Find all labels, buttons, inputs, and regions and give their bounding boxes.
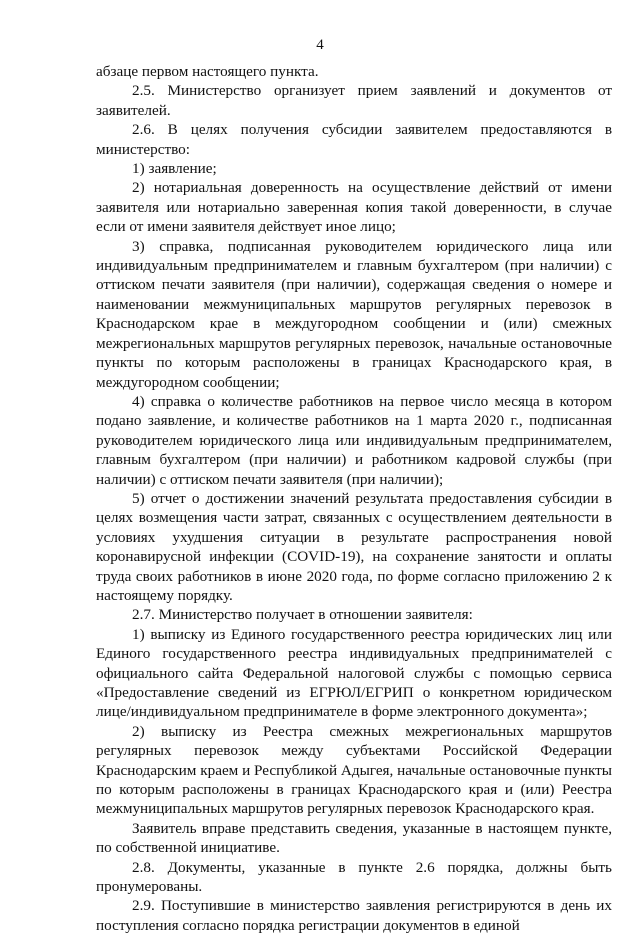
paragraph: 4) справка о количестве работников на первое число месяца в котором подано заявление, и количестве работников на 1 марта 2020 г., подписанная руководителем юридического лица или индивидуальным предпринимателем, главным бухгалтером (при наличии) и работником кадровой службы (при наличии) с оттиском печати заявителя (при наличии);: [96, 392, 612, 488]
paragraph: 2.9. Поступившие в министерство заявления регистрируются в день их поступления согласно порядка регистрации документов в единой: [96, 897, 612, 934]
paragraph: 2.5. Министерство организует прием заявлений и документов от заявителей.: [96, 82, 612, 119]
paragraph: 3) справка, подписанная руководителем юридического лица или индивидуальным предпринимателем и главным бухгалтером (при наличии) с оттиском печати заявителя (при наличии), содержащая сведения о номере и наименовании межмуниципальных маршрутов регулярных перевозок в Краснодарском крае в междугородном сообщении и (или) смежных межрегиональных маршрутов регулярных перевозок, начальные остановочные пункты по которым расположены в границах Краснодарского края, в междугородном сообщении;: [96, 237, 612, 391]
paragraph: абзаце первом настоящего пункта.: [96, 63, 319, 80]
paragraph: Заявитель вправе представить сведения, указанные в настоящем пункте, по собственной инициативе.: [96, 819, 612, 857]
paragraph: 2) нотариальная доверенность на осуществление действий от имени заявителя или нотариально заверенная копия такой доверенности, в случае если от имени заявителя действует иное лицо;: [96, 179, 612, 236]
document-body: [96, 62, 612, 935]
paragraph: 1) заявление;: [132, 160, 217, 178]
paragraph: 2) выписку из Реестра смежных межрегиональных маршрутов регулярных перевозок между субъектами Российской Федерации Краснодарским краем и Республикой Адыгея, начальные остановочные пункты по которым расположены в границах Краснодарского края и (или) Реестра межмуниципальных маршрутов регулярных перевозок Краснодарского края.: [96, 722, 612, 818]
paragraph: 2.6. В целях получения субсидии заявителем предоставляются в министерство:: [96, 121, 612, 158]
paragraph: 2.8. Документы, указанные в пункте 2.6 порядка, должны быть пронумерованы.: [96, 858, 612, 896]
paragraph: 1) выписку из Единого государственного реестра юридических лиц или Единого государственного реестра индивидуальных предпринимателей с официального сайта Федеральной налоговой службы с помощью сервиса «Предоставление сведений из ЕГРЮЛ/ЕГРИП о конкретном юридическом лице/индивидуальном предпринимателе в форме электронного документа»;: [96, 625, 612, 721]
page-number: 4: [316, 37, 324, 53]
paragraph: 5) отчет о достижении значений результата предоставления субсидии в целях возмещения части затрат, связанных с осуществлением деятельности в условиях ухудшения ситуации в результате распространения новой коронавирусной инфекции (COVID-19), на сохранение занятости и оплаты труда своих работников в июне 2020 года, по форме согласно приложению 2 к настоящему порядку.: [96, 489, 612, 604]
paragraph: 2.7. Министерство получает в отношении заявителя:: [132, 606, 473, 624]
